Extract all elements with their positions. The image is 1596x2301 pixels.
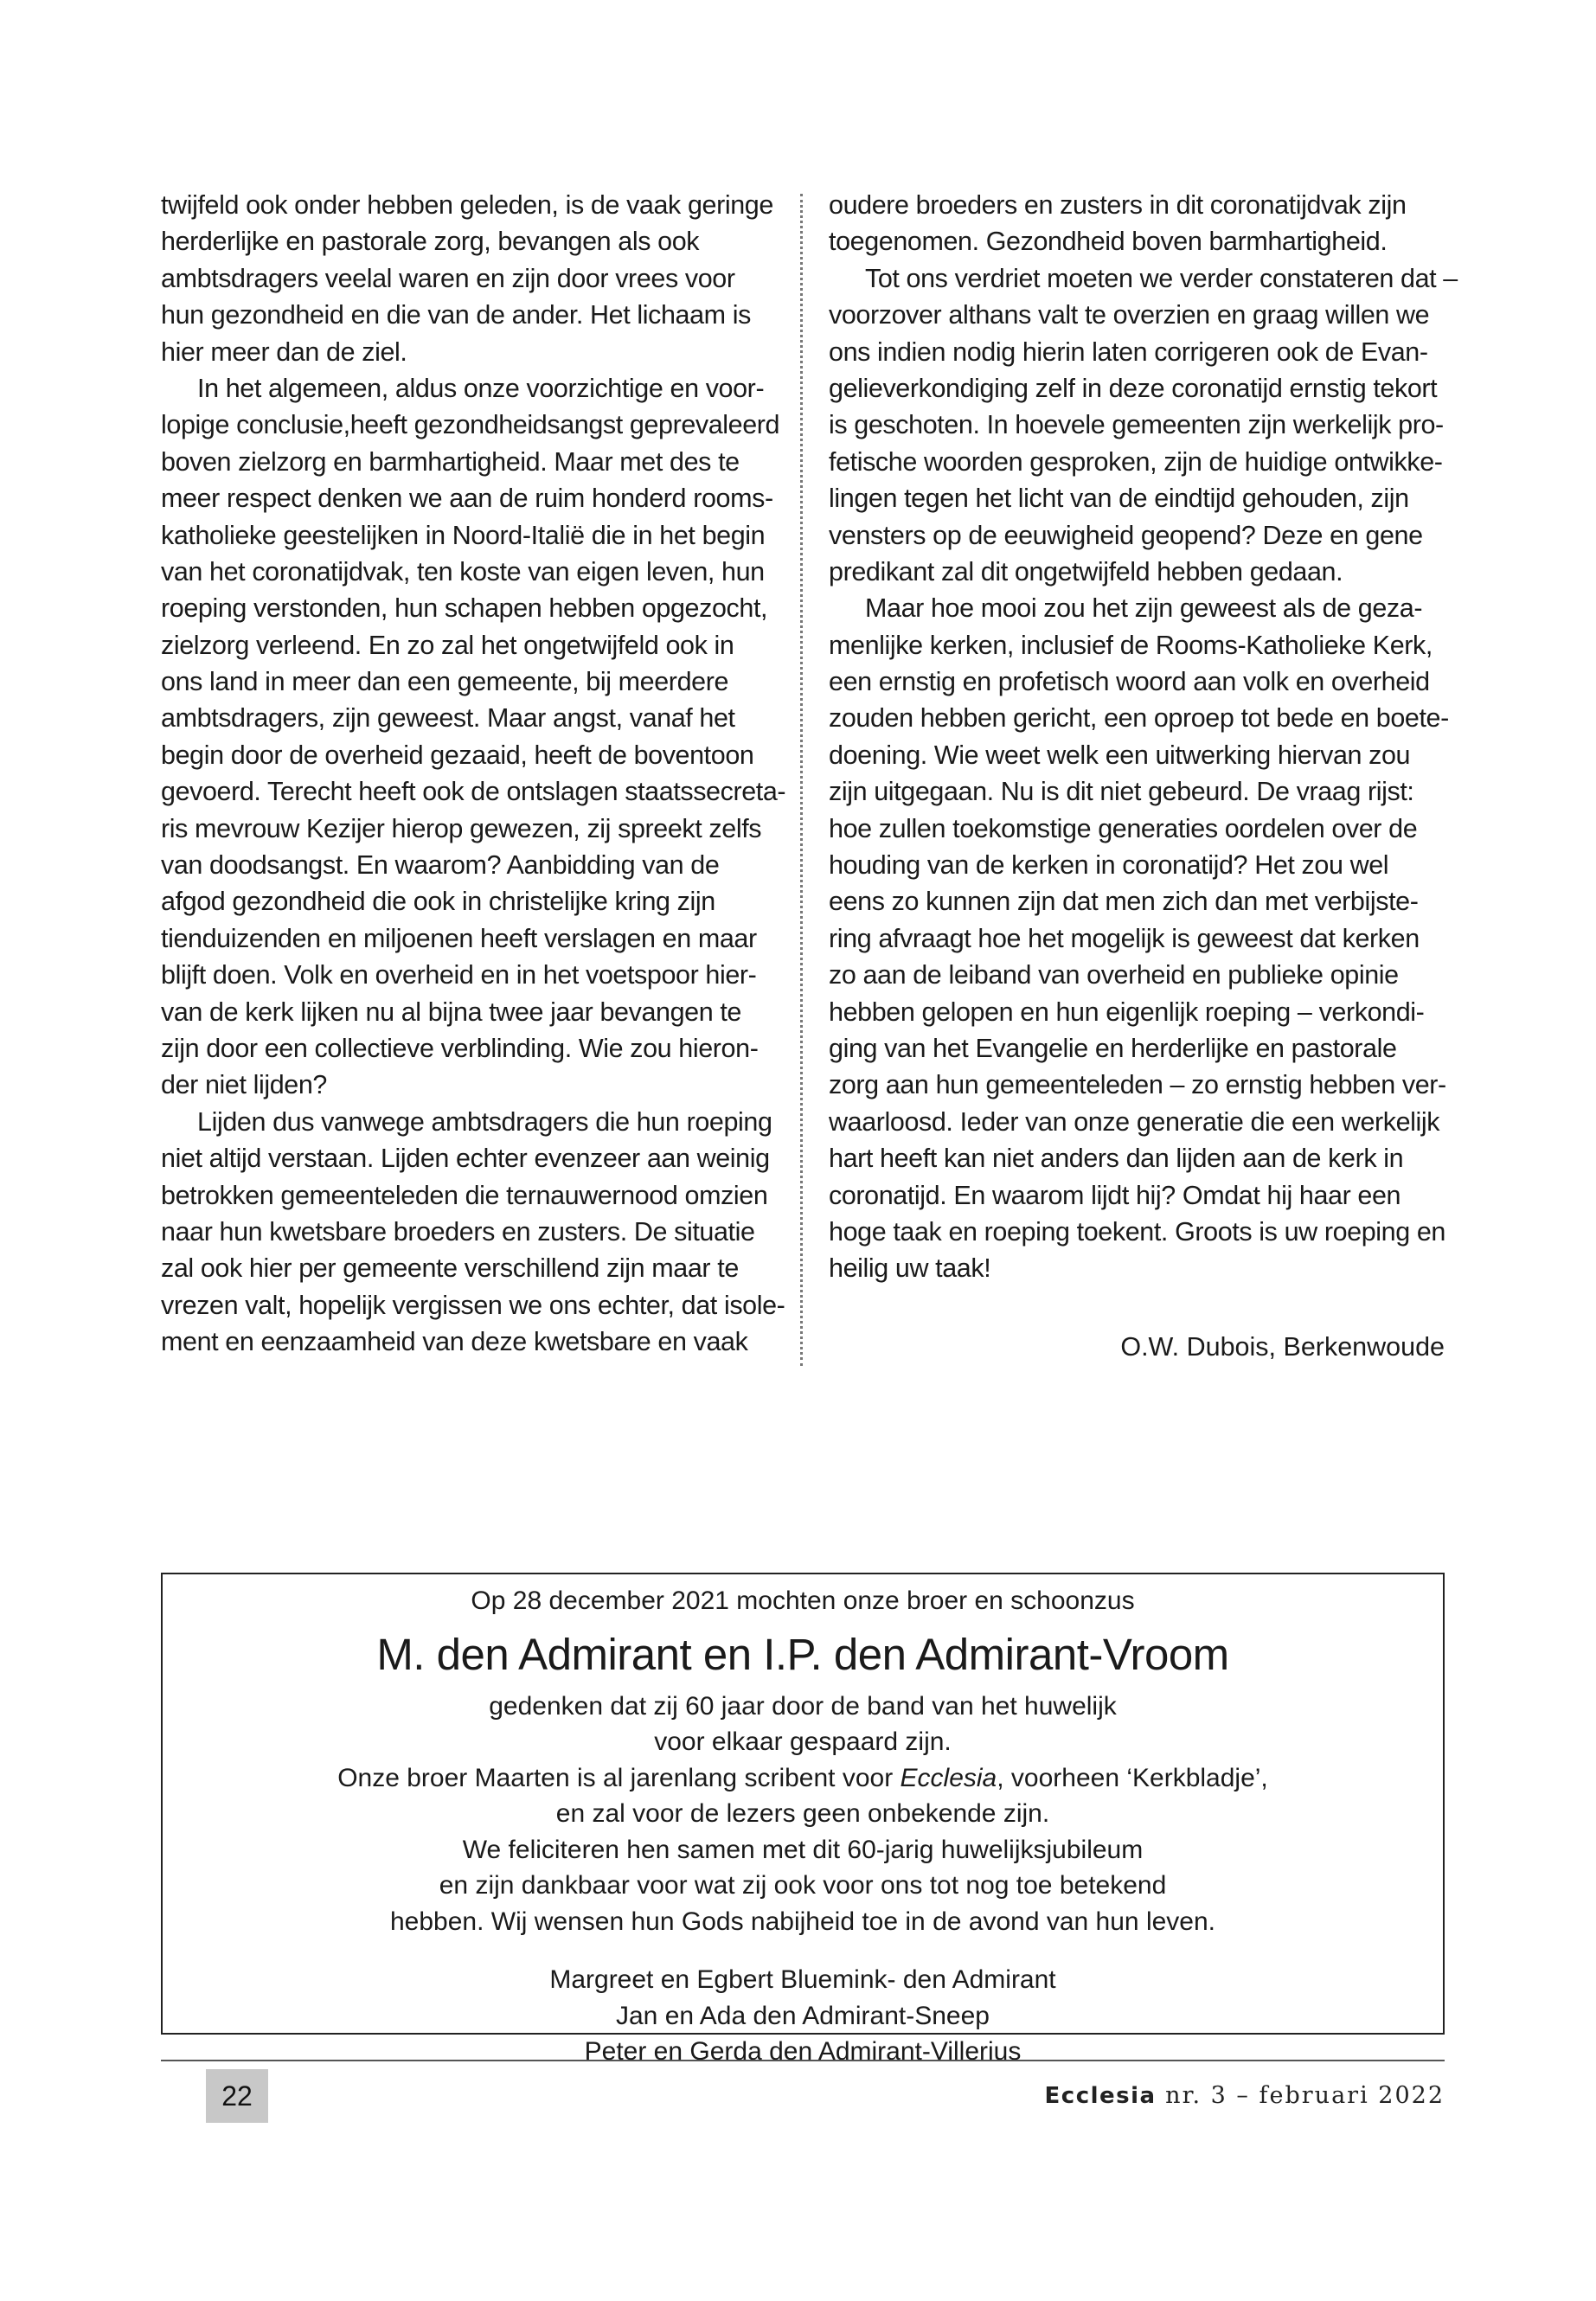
text-line: van doodsangst. En waarom? Aanbidding van de xyxy=(161,850,720,881)
text-line: houding van de kerken in coronatijd? Het zou wel xyxy=(829,850,1389,881)
text-line: niet altijd verstaan. Lijden echter evenzeer aan weinig xyxy=(161,1144,770,1174)
text-line: hart heeft kan niet anders dan lijden aan de kerk in xyxy=(829,1144,1404,1174)
announcement-line: gedenken dat zij 60 jaar door de band van het huwelijk xyxy=(489,1691,1117,1721)
text-line: hebben gelopen en hun eigenlijk roeping – verkondi- xyxy=(829,997,1425,1027)
text-line: lingen tegen het licht van de eindtijd gehouden, zijn xyxy=(829,484,1409,514)
text-line: blijft doen. Volk en overheid en in het voetspoor hier- xyxy=(161,960,757,990)
text-line: een ernstig en profetisch woord aan volk en overheid xyxy=(829,667,1430,697)
text-line: Tot ons verdriet moeten we verder constateren dat – xyxy=(865,263,1458,293)
text-line: lopige conclusie,heeft gezondheidsangst geprevaleerd xyxy=(161,410,780,440)
column-divider xyxy=(800,194,803,1366)
text-line: menlijke kerken, inclusief de Rooms-Katholieke Kerk, xyxy=(829,630,1433,660)
announcement-signer: Jan en Ada den Admirant-Sneep xyxy=(616,2001,990,2030)
announcement-couple-names: M. den Admirant en I.P. den Admirant-Vroom xyxy=(376,1629,1229,1679)
text-line: ring afvraagt hoe het mogelijk is geweest dat kerken xyxy=(829,923,1420,953)
announcement-line: We feliciteren hen samen met dit 60-jarig huwelijksjubileum xyxy=(462,1835,1144,1864)
text-line: ons indien nodig hierin laten corrigeren ook de Evan- xyxy=(829,336,1428,367)
text-line: ons land in meer dan een gemeente, bij meerdere xyxy=(161,667,729,697)
text-line: begin door de overheid gezaaid, heeft de boventoon xyxy=(161,740,754,770)
text-line: zielzorg verleend. En zo zal het ongetwijfeld ook in xyxy=(161,630,734,660)
text-line: betrokken gemeenteleden die ternauwernood omzien xyxy=(161,1180,768,1210)
announcement-spacer xyxy=(163,1939,1443,1962)
text-line: ris mevrouw Kezijer hierop gewezen, zij spreekt zelfs xyxy=(161,813,762,843)
text-line: gevoerd. Terecht heeft ook de ontslagen staatssecreta- xyxy=(161,777,786,807)
text-line: tienduizenden en miljoenen heeft verslagen en maar xyxy=(161,923,757,953)
text-line: hoge taak en roeping toekent. Groots is uw roeping en xyxy=(829,1216,1445,1247)
text-line: ambtsdragers veelal waren en zijn door vrees voor xyxy=(161,263,735,293)
footer-rule xyxy=(161,2060,1445,2061)
text-line: is geschoten. In hoevele gemeenten zijn werkelijk pro- xyxy=(829,410,1444,440)
announcement-text: , voorheen ‘Kerkbladje’, xyxy=(997,1763,1268,1792)
text-line: zorg aan hun gemeenteleden – zo ernstig hebben ver- xyxy=(829,1070,1446,1100)
text-line: der niet lijden? xyxy=(161,1070,327,1100)
text-line: zal ook hier per gemeente verschillend zijn maar te xyxy=(161,1253,739,1284)
text-line: afgod gezondheid die ook in christelijke kring zijn xyxy=(161,887,715,917)
magazine-name: Ecclesia xyxy=(1044,2083,1157,2109)
right-article-column xyxy=(829,187,1458,1287)
left-article-column xyxy=(161,187,786,1361)
text-line: zijn uitgegaan. Nu is dit niet gebeurd. De vraag rijst: xyxy=(829,777,1414,807)
text-line: hoe zullen toekomstige generaties oordelen over de xyxy=(829,813,1418,843)
text-line: ment en eenzaamheid van deze kwetsbare en vaak xyxy=(161,1327,748,1357)
page-number: 22 xyxy=(206,2069,268,2123)
text-line: twijfeld ook onder hebben geleden, is de vaak geringe xyxy=(161,190,773,220)
announcement-intro: Op 28 december 2021 mochten onze broer en schoonzus xyxy=(471,1586,1135,1615)
jubilee-announcement-box xyxy=(161,1573,1445,2066)
announcement-signer: Peter en Gerda den Admirant-Villerius xyxy=(584,2037,1022,2066)
text-line: Lijden dus vanwege ambtsdragers die hun roeping xyxy=(197,1106,772,1137)
text-line: van het coronatijdvak, ten koste van eigen leven, hun xyxy=(161,556,765,586)
text-line: heilig uw taak! xyxy=(829,1253,991,1284)
ecclesia-italic: Ecclesia xyxy=(900,1763,997,1792)
text-line: coronatijd. En waarom lijdt hij? Omdat hij haar een xyxy=(829,1180,1401,1210)
text-line: ambtsdragers, zijn geweest. Maar angst, vanaf het xyxy=(161,703,735,734)
text-line: herderlijke en pastorale zorg, bevangen als ook xyxy=(161,227,700,257)
text-line: Maar hoe mooi zou het zijn geweest als de geza- xyxy=(865,593,1423,624)
text-line: zijn door een collectieve verblinding. Wie zou hieron- xyxy=(161,1033,759,1063)
announcement-line: en zal voor de lezers geen onbekende zijn. xyxy=(555,1799,1050,1828)
text-line: hun gezondheid en die van de ander. Het lichaam is xyxy=(161,300,751,330)
text-line: boven zielzorg en barmhartigheid. Maar met des te xyxy=(161,446,740,477)
article-author-signature: O.W. Dubois, Berkenwoude xyxy=(1120,1332,1445,1362)
announcement-line: voor elkaar gespaard zijn. xyxy=(654,1727,952,1756)
text-line: toegenomen. Gezondheid boven barmhartigheid. xyxy=(829,227,1388,257)
text-line: van de kerk lijken nu al bijna twee jaar bevangen te xyxy=(161,997,741,1027)
text-line: roeping verstonden, hun schapen hebben opgezocht, xyxy=(161,593,768,624)
text-line: In het algemeen, aldus onze voorzichtige en voor- xyxy=(197,373,765,403)
magazine-issue: nr. 3 – februari 2022 xyxy=(1156,2082,1445,2109)
announcement-line: en zijn dankbaar voor wat zij ook voor ons tot nog toe betekend xyxy=(439,1871,1167,1900)
announcement-line-ecclesia xyxy=(163,1760,1443,1797)
text-line: vrezen valt, hopelijk vergissen we ons echter, dat isole- xyxy=(161,1290,785,1320)
text-line: oudere broeders en zusters in dit coronatijdvak zijn xyxy=(829,190,1407,220)
text-line: ging van het Evangelie en herderlijke en pastorale xyxy=(829,1033,1397,1063)
magazine-issue-label xyxy=(1045,2069,1445,2123)
text-line: naar hun kwetsbare broeders en zusters. De situatie xyxy=(161,1216,755,1247)
text-line: vensters op de eeuwigheid geopend? Deze en gene xyxy=(829,520,1423,550)
announcement-text: Onze broer Maarten is al jarenlang scribent voor xyxy=(337,1763,901,1792)
text-line: fetische woorden gesproken, zijn de huidige ontwikke- xyxy=(829,446,1443,477)
text-line: doening. Wie weet welk een uitwerking hiervan zou xyxy=(829,740,1411,770)
text-line: zouden hebben gericht, een oproep tot bede en boete- xyxy=(829,703,1449,734)
text-line: eens zo kunnen zijn dat men zich dan met verbijste- xyxy=(829,887,1419,917)
text-line: gelieverkondiging zelf in deze coronatijd ernstig tekort xyxy=(829,373,1438,403)
text-line: katholieke geestelijken in Noord-Italië die in het begin xyxy=(161,520,766,550)
announcement-signer: Margreet en Egbert Bluemink- den Admirant xyxy=(549,1965,1056,1994)
text-line: waarloosd. Ieder van onze generatie die een werkelijk xyxy=(829,1106,1440,1137)
text-line: zo aan de leiband van overheid en publieke opinie xyxy=(829,960,1399,990)
text-line: voorzover althans valt te overzien en graag willen we xyxy=(829,300,1430,330)
announcement-line: hebben. Wij wensen hun Gods nabijheid toe in de avond van hun leven. xyxy=(389,1907,1215,1936)
text-line: meer respect denken we aan de ruim honderd rooms- xyxy=(161,484,773,514)
text-line: hier meer dan de ziel. xyxy=(161,336,407,367)
text-line: predikant zal dit ongetwijfeld hebben gedaan. xyxy=(829,556,1343,586)
